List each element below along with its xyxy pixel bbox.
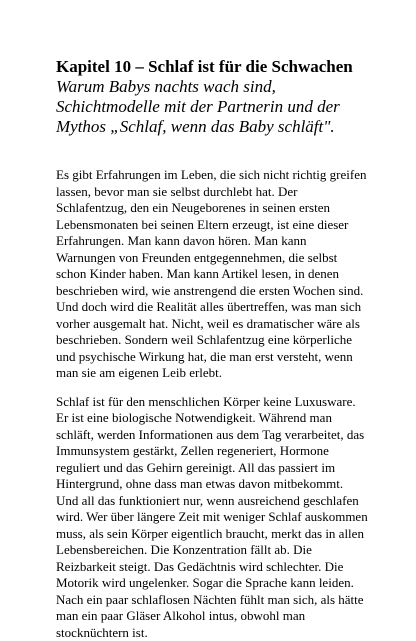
chapter-title: Kapitel 10 – Schlaf ist für die Schwachen xyxy=(56,56,368,77)
document-page xyxy=(56,56,368,641)
chapter-subtitle: Warum Babys nachts wach sind, Schichtmodelle mit der Partnerin und der Mythos „Schlaf, wenn das Baby schläft". xyxy=(56,77,368,137)
body-paragraph: Schlaf ist für den menschlichen Körper keine Luxusware. Er ist eine biologische Notwendigkeit. Während man schläft, werden Informationen aus dem Tag verarbeitet, das Immunsystem gestärkt, Zellen regeneriert, Hormone reguliert und das Gehirn gereinigt. All das passiert im Hintergrund, ohne dass man etwas davon mitbekommt. Und all das funktioniert nur, wenn ausreichend geschlafen wird. Wer über längere Zeit mit weniger Schlaf auskommen muss, als sein Körper eigentlich braucht, merkt das in allen Lebensbereichen. Die Konzentration fällt ab. Die Reizbarkeit steigt. Das Gedächtnis wird schlechter. Die Motorik wird ungelenker. Sogar die Sprache kann leiden. Nach ein paar schlaflosen Nächten fühlt man sich, als hätte man ein paar Gläser Alkohol intus, obwohl man stocknüchtern ist. xyxy=(56,394,368,641)
body-paragraph: Es gibt Erfahrungen im Leben, die sich nicht richtig greifen lassen, bevor man sie selbst durchlebt hat. Der Schlafentzug, den ein Neugeborenes in seinen ersten Lebensmonaten bei seinen Eltern erzeugt, ist eine dieser Erfahrungen. Man kann davon hören. Man kann Warnungen von Freunden entgegennehmen, die selbst schon Kinder haben. Man kann Artikel lesen, in denen beschrieben wird, wie anstrengend die ersten Wochen sind. Und doch wird die Realität alles übertreffen, was man sich vorher ausgemalt hat. Nicht, weil es dramatischer wäre als beschrieben. Sondern weil Schlafentzug eine körperliche und psychische Wirkung hat, die man erst versteht, wenn man sie am eigenen Leib erlebt. xyxy=(56,167,368,382)
